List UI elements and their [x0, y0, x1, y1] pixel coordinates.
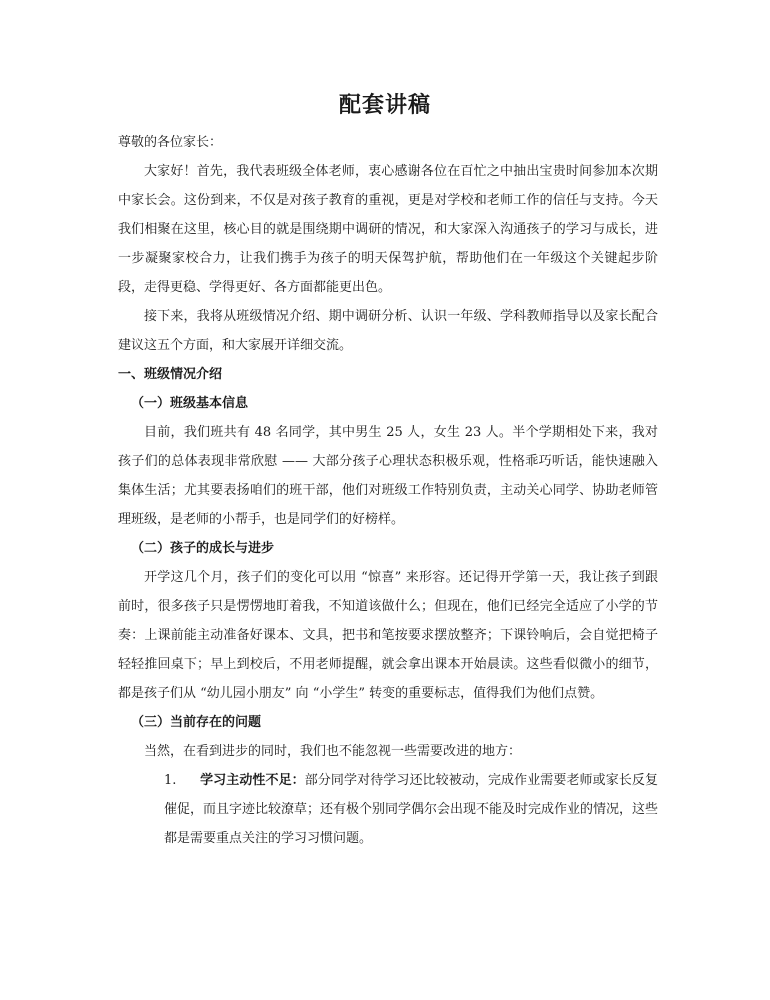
list-item-number: 1. — [164, 773, 177, 788]
subsection-heading-growth: （二）孩子的成长与进步 — [131, 541, 275, 556]
document-title: 配套讲稿 — [338, 92, 431, 118]
list-item-text: 部分同学对待学习还比较被动，完成作业需要老师或家长反复催促，而且字迹比较潦草；还有极个别同学偶尔会出现不能及时完成作业的情况，这些都是需要重点关注的学习习惯问题。 — [164, 773, 659, 846]
intro-paragraph: 大家好！首先，我代表班级全体老师，衷心感谢各位在百忙之中抽出宝贵时间参加本次期中家长会。这份到来，不仅是对孩子教育的重视，更是对学校和老师工作的信任与支持。今天我们相聚在这里，核心目的就是围绕期中调研的情况，和大家深入沟通孩子的学习与成长，进一步凝聚家校合力，让我们携手为孩子的明天保驾护航，帮助他们在一年级这个关键起步阶段，走得更稳、学得更好、各方面都能更出色。 — [118, 164, 658, 295]
agenda-paragraph: 接下来，我将从班级情况介绍、期中调研分析、认识一年级、学科教师指导以及家长配合建议这五个方面，和大家展开详细交流。 — [118, 309, 658, 353]
subsection-heading-basic-info: （一）班级基本信息 — [131, 396, 249, 411]
list-item-lead: 学习主动性不足： — [200, 773, 305, 788]
greeting: 尊敬的各位家长： — [118, 135, 223, 150]
section-heading-class-info: 一、班级情况介绍 — [118, 367, 223, 382]
growth-paragraph: 开学这几个月，孩子们的变化可以用 “惊喜” 来形容。还记得开学第一天，我让孩子到跟前时，很多孩子只是愣愣地盯着我，不知道该做什么；但现在，他们已经完全适应了小学的节奏：上课前能主动准备好课本、文具，把书和笔按要求摆放整齐；下课铃响后，会自觉把椅子轻轻推回桌下；早上到校后，不用老师提醒，就会拿出课本开始晨读。这些看似微小的细节，都是孩子们从 “幼儿园小朋友” 向 “小学生” 转变的重要标志，值得我们为他们点赞。 — [118, 570, 658, 701]
list-item — [118, 766, 658, 853]
basic-info-paragraph: 目前，我们班共有 48 名同学，其中男生 25 人，女生 23 人。半个学期相处下来，我对孩子们的总体表现非常欣慰 —— 大部分孩子心理状态积极乐观，性格乖巧听话，能快速融入集体生活；尤其要表扬咱们的班干部，他们对班级工作特别负责，主动关心同学、协助老师管理班级，是老师的小帮手，也是同学们的好榜样。 — [118, 425, 658, 527]
subsection-heading-problems: （三）当前存在的问题 — [131, 715, 262, 730]
problems-paragraph: 当然，在看到进步的同时，我们也不能忽视一些需要改进的地方： — [144, 744, 522, 759]
document-body — [118, 128, 658, 853]
